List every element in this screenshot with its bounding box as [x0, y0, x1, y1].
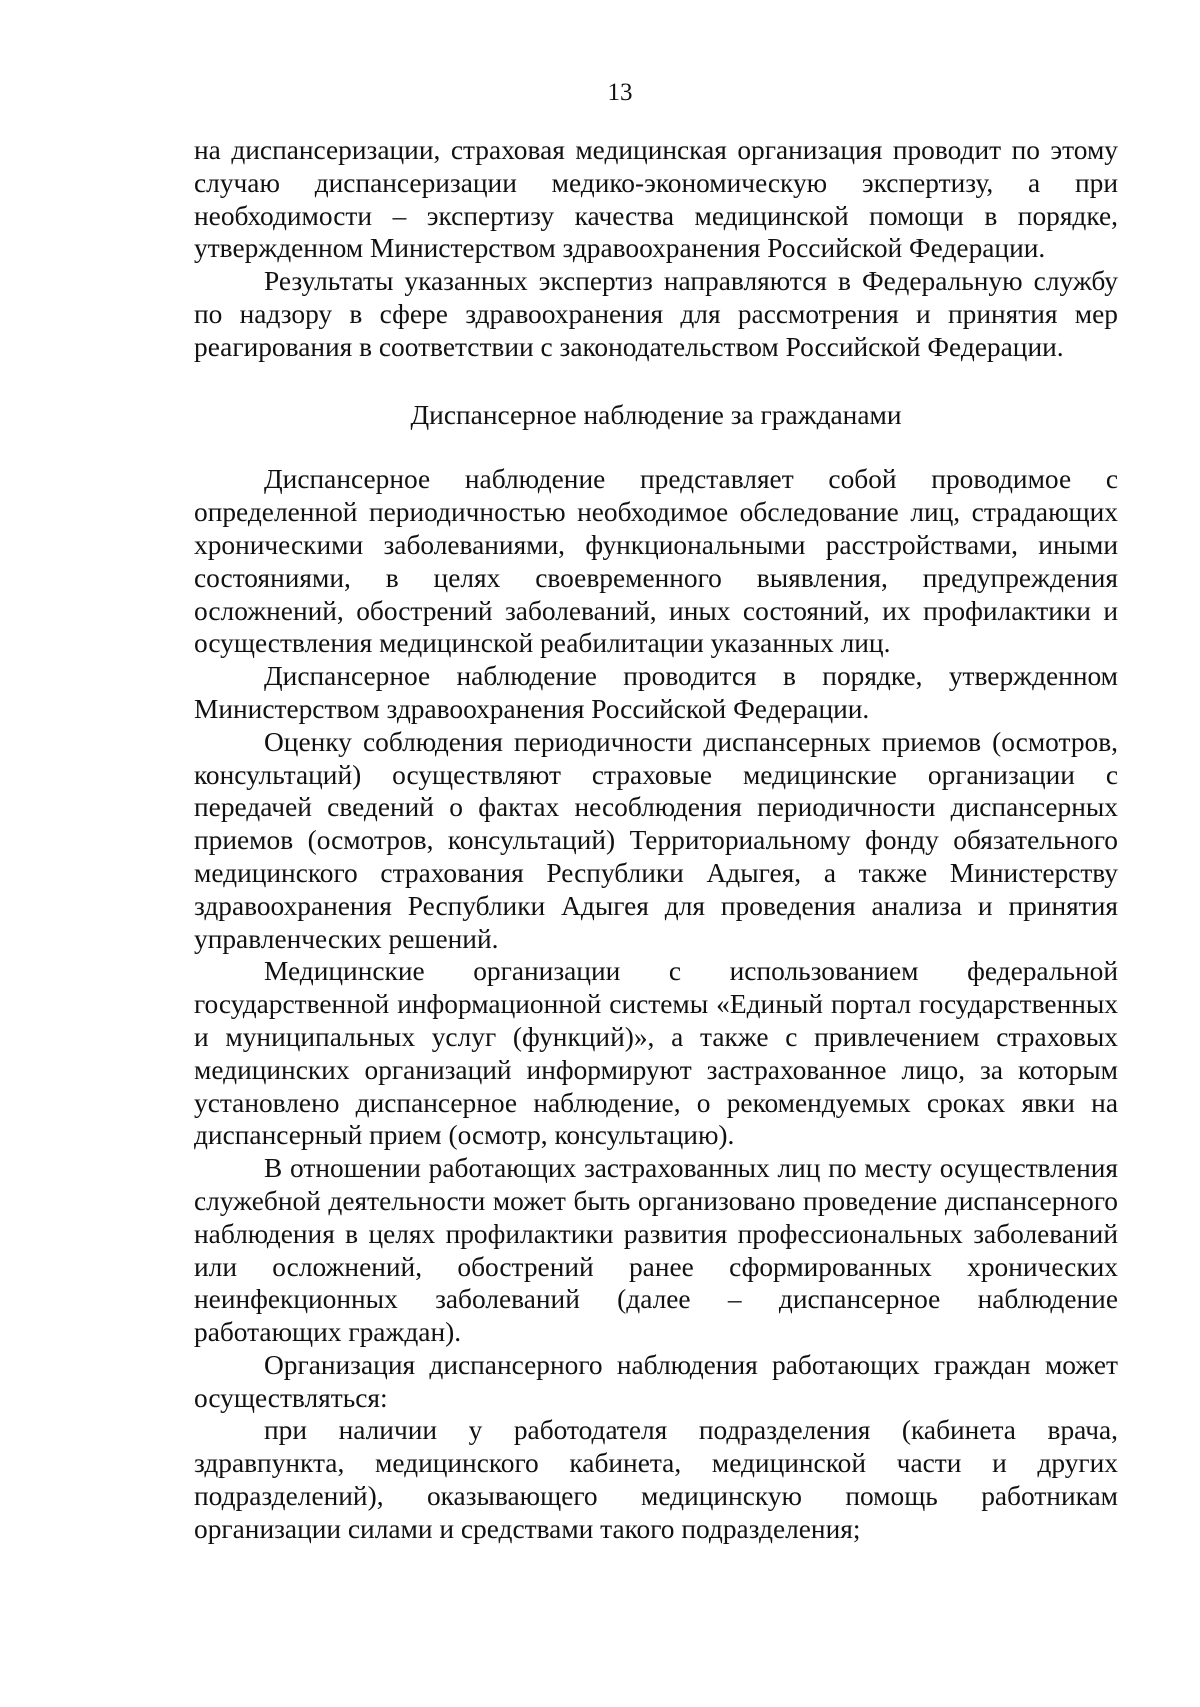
- document-body: [194, 134, 1118, 1546]
- paragraph: Диспансерное наблюдение проводится в порядке, утвержденном Министерством здравоохранения Российской Федерации.: [194, 661, 1118, 724]
- paragraph: Организация диспансерного наблюдения работающих граждан может осуществляться:: [194, 1349, 1118, 1413]
- paragraph: Оценку соблюдения периодичности диспансерных приемов (осмотров, консультаций) осуществляют страховые медицинские организации с передачей сведений о фактах несоблюдения периодичности диспансерных приемов (осмотров, консультаций) Территориальному фонду обязательного медицинского страхования Республики Адыгея, а также Министерству здравоохранения Республики Адыгея для проведения анализа и принятия управленческих решений.: [194, 726, 1118, 954]
- paragraph: на диспансеризации, страховая медицинская организация проводит по этому случаю диспансеризации медико-экономическую экспертизу, а при необходимости – экспертизу качества медицинской помощи в порядке, утвержденном Министерством здравоохранения Российской Федерации.: [194, 135, 1118, 264]
- page-number: 13: [607, 79, 633, 106]
- section-heading: Диспансерное наблюдение за гражданами: [410, 399, 902, 430]
- paragraph: Медицинские организации с использованием федеральной государственной информационной системы «Единый портал государственных и муниципальных услуг (функций)», а также с привлечением страховых медицинских организаций информируют застрахованное лицо, за которым установлено диспансерное наблюдение, о рекомендуемых сроках явки на диспансерный прием (осмотр, консультацию).: [194, 956, 1118, 1151]
- paragraph: Диспансерное наблюдение представляет собой проводимое с определенной периодичностью необходимое обследование лиц, страдающих хроническими заболеваниями, функциональными расстройствами, иными состояниями, в целях своевременного выявления, предупреждения осложнений, обострений заболеваний, иных состояний, их профилактики и осуществления медицинской реабилитации указанных лиц.: [194, 464, 1118, 659]
- paragraph: Результаты указанных экспертиз направляются в Федеральную службу по надзору в сфере здравоохранения для рассмотрения и принятия мер реагирования в соответствии с законодательством Российской Федерации.: [194, 266, 1118, 362]
- paragraph: при наличии у работодателя подразделения (кабинета врача, здравпункта, медицинского кабинета, медицинской части и других подразделений), оказывающего медицинскую помощь работникам организации силами и средствами такого подразделения;: [194, 1415, 1118, 1544]
- paragraph: В отношении работающих застрахованных лиц по месту осуществления служебной деятельности может быть организовано проведение диспансерного наблюдения в целях профилактики развития профессиональных заболеваний или осложнений, обострений ранее сформированных хронических неинфекционных заболеваний (далее – диспансерное наблюдение работающих граждан).: [194, 1153, 1118, 1348]
